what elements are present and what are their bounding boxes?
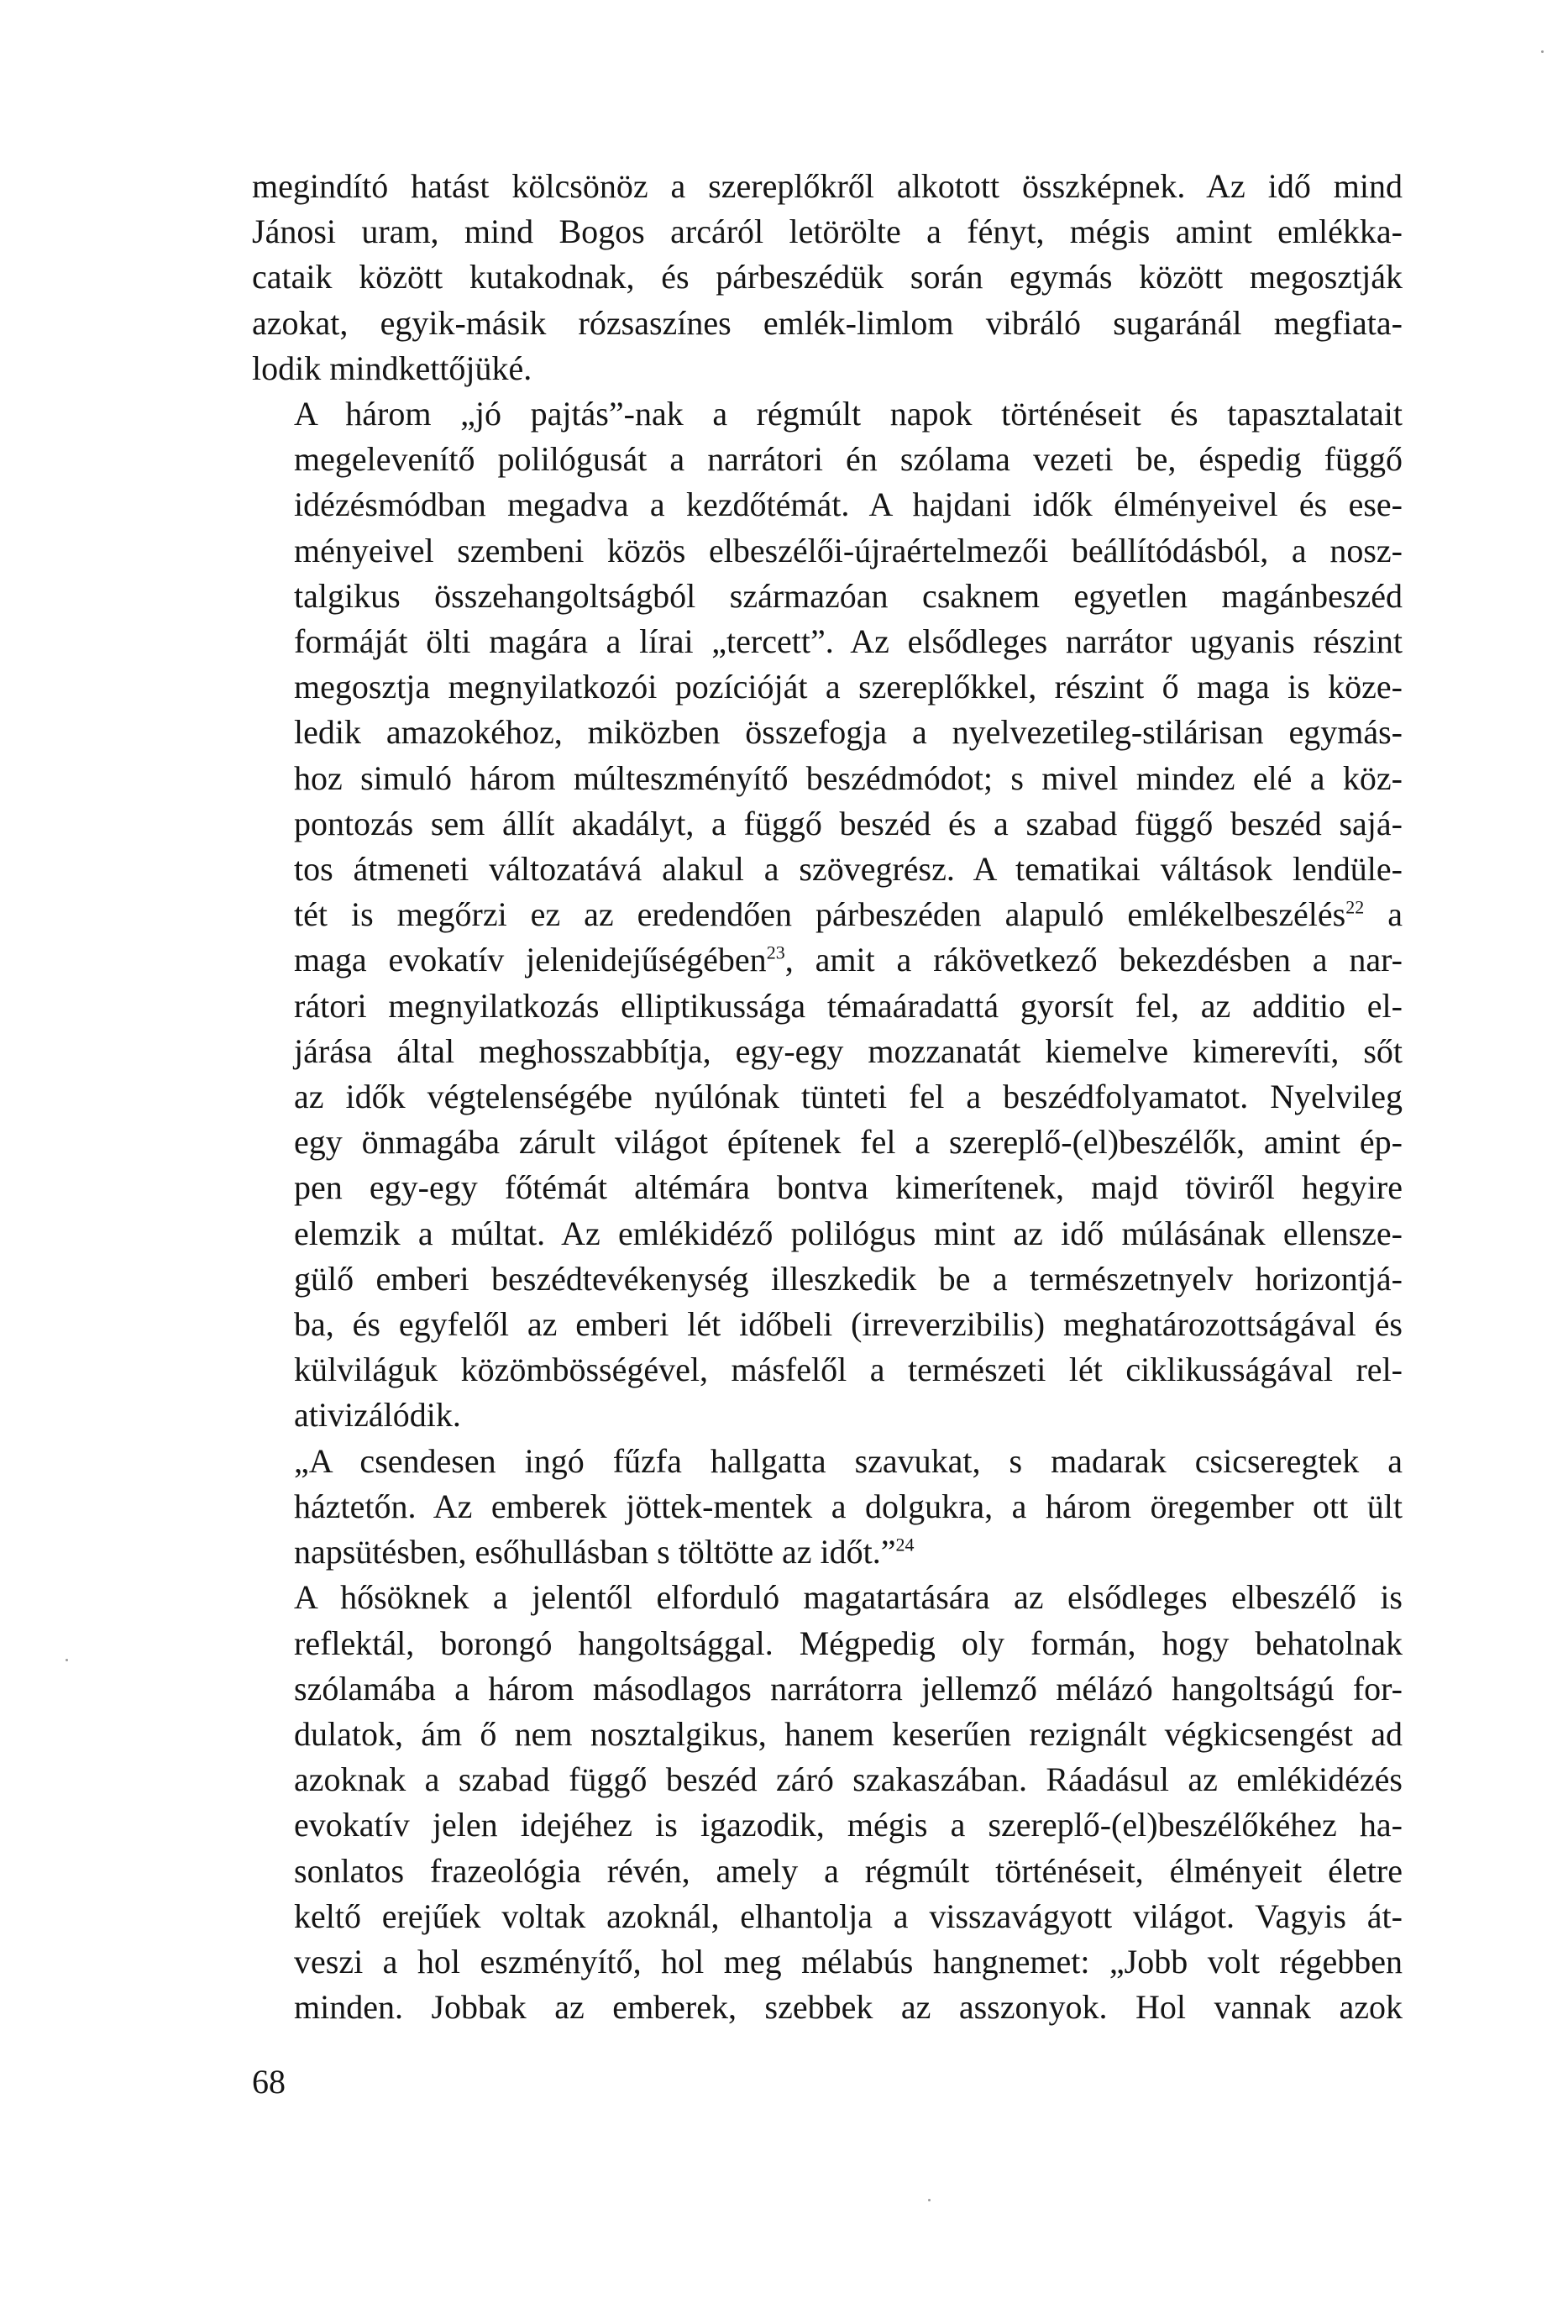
text-line-with-footnote [252,892,1403,937]
text-line: lodik mindkettőjüké. [252,349,532,387]
text-line: reflektál, borongó hangoltsággal. Mégpedig oly formán, hogy behatolnak [294,1624,1403,1662]
text-line: „A csendesen ingó fűzfa hallgatta szavukat, s madarak csicseregtek a [294,1441,1403,1480]
text-line: azoknak a szabad függő beszéd záró szakaszában. Ráadásul az emlékidézés [294,1760,1403,1799]
text-segment: tét is megőrzi ez az eredendően párbeszéden alapuló emlékelbeszélés [294,895,1346,934]
text-line: ledik amazokéhoz, miközben összefogja a nyelvezetileg-stilárisan egymás- [294,713,1403,752]
text-line: A három „jó pajtás”-nak a régmúlt napok történéseit és tapasztalatait [294,395,1403,433]
text-line: A hősöknek a jelentől elforduló magatartására az elsődleges elbeszélő is [294,1578,1403,1617]
text-line: minden. Jobbak az emberek, szebbek az asszonyok. Hol vannak azok [294,1988,1403,2027]
text-line: tos átmeneti változatává alakul a szövegrész. A tematikai váltások lendüle- [294,850,1403,889]
text-line: sonlatos frazeológia révén, amely a régmúlt történéseit, élményeit életre [294,1851,1403,1890]
text-segment: napsütésben, esőhullásban s töltötte az időt.” [294,1533,896,1571]
text-line: pontozás sem állít akadályt, a függő beszéd és a szabad függő beszéd sajá- [294,804,1403,842]
footnote-marker: 22 [1345,896,1365,918]
text-line: háztetőn. Az emberek jöttek-mentek a dolgukra, a három öregember ott ült [294,1487,1403,1525]
paragraph-4 [252,1575,1403,2030]
scan-speck [1541,50,1544,53]
text-segment: maga evokatív jelenidejűségében [294,941,767,979]
text-line: járása által meghosszabbítja, egy-egy mozzanatát kiemelve kimerevíti, sőt [294,1031,1403,1070]
paragraph-2 [252,391,1403,1439]
text-line: ba, és egyfelől az emberi lét időbeli (irreverzibilis) meghatározottságával és [294,1305,1403,1344]
text-line: azokat, egyik-másik rózsaszínes emlék-limlom vibráló sugaránál megfiata- [252,303,1403,342]
text-line: talgikus összehangoltságból származóan csaknem egyetlen magánbeszéd [294,576,1403,615]
body-text [252,164,1403,2030]
text-line: cataik között kutakodnak, és párbeszédük során egymás között megosztják [252,258,1403,296]
text-line: Jánosi uram, mind Bogos arcáról letörölte a fényt, mégis amint emlékka- [252,212,1403,251]
text-line: külviláguk közömbösségével, másfelől a természeti lét ciklikusságával rel- [294,1351,1403,1389]
text-line: keltő erejűek voltak azoknál, elhantolja a visszavágyott világot. Vagyis át- [294,1896,1403,1935]
text-line: formáját ölti magára a lírai „tercett”. Az elsődleges narrátor ugyanis részint [294,622,1403,661]
text-line: gülő emberi beszédtevékenység illeszkedik be a természetnyelv horizontjá- [294,1259,1403,1298]
quotation-paragraph [252,1439,1403,1576]
paragraph-1 [252,164,1403,391]
text-line: ativizálódik. [294,1396,461,1435]
text-line: dulatok, ám ő nem nosztalgikus, hanem keserűen rezignált végkicsengést ad [294,1714,1403,1753]
page-number: 68 [252,2063,286,2101]
text-line: az idők végtelenségébe nyúlónak tünteti fel a beszédfolyamatot. Nyelvileg [294,1078,1403,1116]
text-line: egy önmagába zárult világot építenek fel a szereplő-(el)beszélők, amint ép- [294,1123,1403,1162]
scan-speck [928,2199,931,2201]
text-line: evokatív jelen idejéhez is igazodik, mégis a szereplő-(el)beszélőkéhez ha- [294,1806,1403,1844]
scan-speck [66,1659,68,1661]
text-line: ményeivel szembeni közös elbeszélői-újraértelmezői beállítódásból, a nosz- [294,531,1403,569]
text-line: megindító hatást kölcsönöz a szereplőkről alkotott összképnek. Az idő mind [252,167,1403,205]
text-line: rátori megnyilatkozás elliptikussága témaáradattá gyorsít fel, az additio el- [294,986,1403,1025]
text-line: hoz simuló három múlteszményítő beszédmódot; s mivel mindez elé a köz- [294,758,1403,797]
text-line: veszi a hol eszményítő, hol meg mélabús hangnemet: „Jobb volt régebben [294,1942,1403,1980]
footnote-marker: 24 [895,1534,915,1555]
text-segment: , amit a rákövetkező bekezdésben a nar- [784,941,1403,979]
text-line-with-footnote [252,1529,1403,1575]
text-segment: a [1364,895,1403,934]
footnote-marker: 23 [766,942,785,964]
text-line-with-footnote [252,937,1403,983]
text-line: pen egy-egy főtémát altémára bontva kimerítenek, majd töviről hegyire [294,1168,1403,1207]
text-line: megosztja megnyilatkozói pozícióját a szereplőkkel, részint ő maga is köze- [294,668,1403,706]
text-line: szólamába a három másodlagos narrátorra jellemző mélázó hangoltságú for- [294,1669,1403,1708]
text-line: elemzik a múltat. Az emlékidéző polilógus mint az idő múlásának ellensze- [294,1214,1403,1252]
text-line: idézésmódban megadva a kezdőtémát. A hajdani idők élményeivel és ese- [294,485,1403,524]
text-line: megelevenítő polilógusát a narrátori én szólama vezeti be, éspedig függő [294,440,1403,479]
